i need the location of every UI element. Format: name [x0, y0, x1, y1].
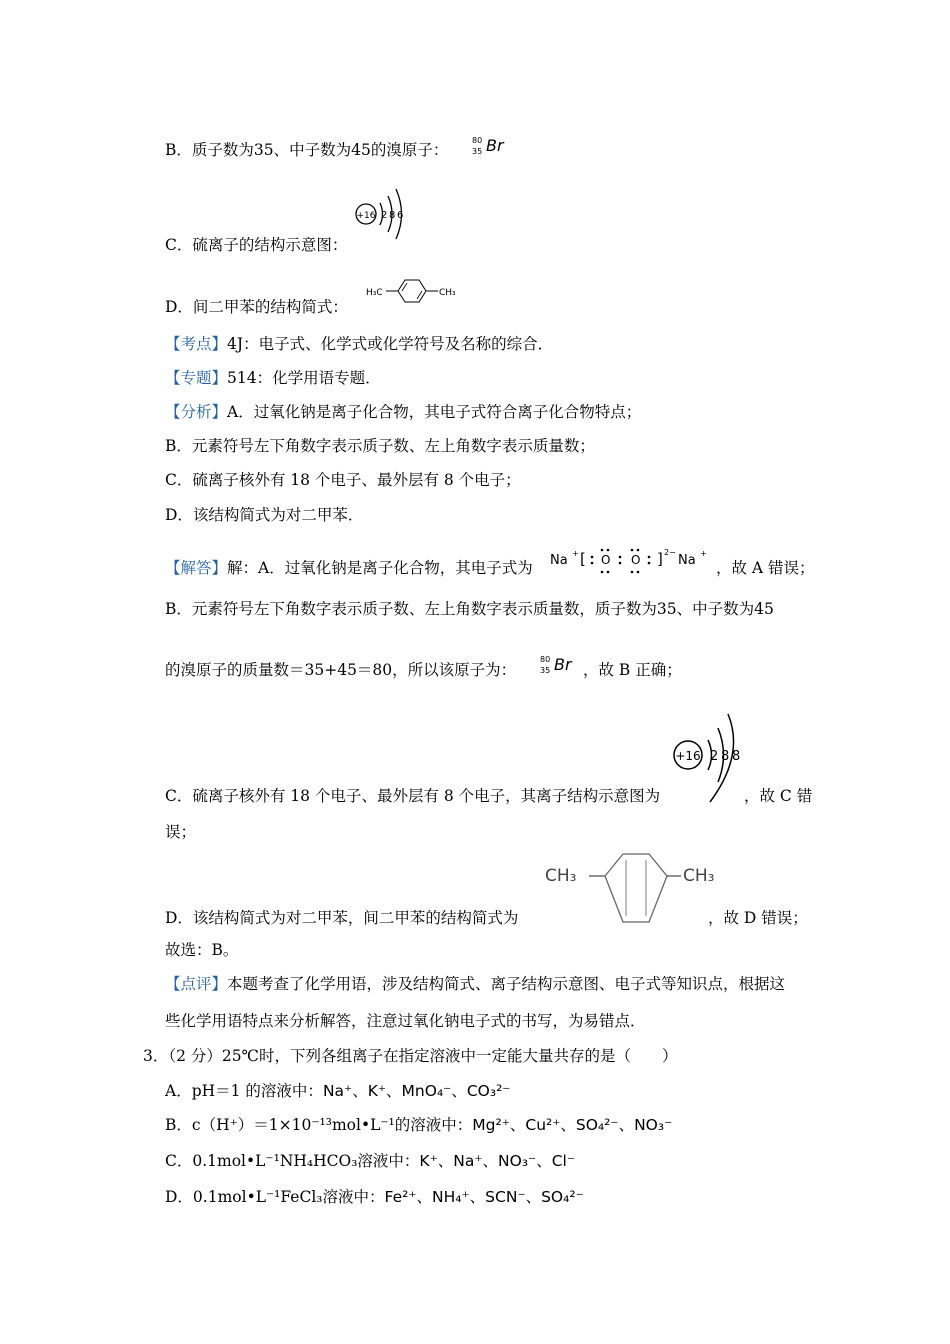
para-xylene-structure-small: [366, 277, 466, 307]
final-answer: 故选：B。: [165, 941, 239, 959]
sulfur-ion-diagram-wrong: [352, 185, 412, 245]
jieda-a-conclusion: ，故 A 错误；: [716, 559, 815, 577]
option-d-text: D．间二甲苯的结构简式：: [165, 298, 348, 316]
jieda-c-conclusion: ，故 C 错: [744, 787, 813, 805]
jieda-line-a: 【解答】解：A．过氧化钠是离子化合物，其电子式为: [165, 559, 533, 577]
svg-text:Br: Br: [554, 655, 572, 674]
nucleus-charge: +16: [675, 749, 701, 763]
h3c-label: H₃C: [366, 288, 383, 298]
fenxi-line-a: 【分析】A．过氧化钠是离子化合物，其电子式符合离子化合物特点；: [165, 403, 642, 421]
svg-text:[: [: [580, 550, 586, 568]
dianping-tag: 【点评】: [165, 975, 228, 993]
jieda-d-conclusion: ，故 D 错误；: [708, 909, 808, 927]
jieda-line-b1: B．元素符号左下角数字表示质子数、左上角数字表示质量数，质子数为35、中子数为45: [165, 600, 774, 618]
ch3-right-label: CH₃: [683, 866, 715, 886]
option-b-text: B．质子数为35、中子数为45的溴原子：: [165, 141, 449, 159]
question-3-option-c: C．0.1mol•L⁻¹NH₄HCO₃溶液中：K⁺、Na⁺、NO₃⁻、Cl⁻: [165, 1152, 576, 1170]
bromine-isotope-symbol-answer: [538, 652, 588, 678]
jieda-line-c-cont: 误；: [165, 823, 197, 841]
jieda-line-b2: 的溴原子的质量数＝35+45＝80，所以该原子为：: [165, 661, 517, 679]
dianping-line-1: 【点评】本题考查了化学用语，涉及结构简式、离子结构示意图、电子式等知识点，根据这: [165, 975, 786, 993]
dianping-line-2: 些化学用语特点来分析解答，注意过氧化钠电子式的书写，为易错点．: [165, 1012, 646, 1030]
shell-3-count: 8: [732, 749, 741, 764]
kaodian-tag: 【考点】: [165, 335, 228, 353]
question-3-option-a: A．pH＝1 的溶液中：Na⁺、K⁺、MnO₄⁻、CO₃²⁻: [165, 1082, 511, 1100]
shell-3-count: 6: [397, 210, 404, 221]
ch3-left-label: CH₃: [545, 866, 577, 886]
zhuanti-tag: 【专题】: [165, 369, 228, 387]
zhuanti-line: 【专题】514：化学用语专题．: [165, 369, 381, 387]
br-symbol: Br: [486, 136, 504, 155]
fenxi-line-c: C．硫离子核外有 18 个电子、最外层有 8 个电子；: [165, 471, 521, 489]
nucleus-charge: +16: [356, 211, 376, 221]
svg-text:80: 80: [540, 655, 551, 664]
question-3-option-d: D．0.1mol•L⁻¹FeCl₃溶液中：Fe²⁺、NH₄⁺、SCN⁻、SO₄²⁻: [165, 1188, 584, 1206]
sodium-peroxide-electron-formula: [550, 545, 715, 577]
br-mass-number: 80: [472, 136, 483, 145]
shell-1-count: 2: [710, 749, 719, 764]
bromine-isotope-symbol: [470, 133, 520, 159]
fenxi-tag: 【分析】: [165, 403, 228, 421]
na-right: Na: [678, 553, 696, 568]
oxygen-1: O: [601, 553, 611, 567]
fenxi-line-d: D．该结构简式为对二甲苯．: [165, 506, 364, 524]
fenxi-line-b: B．元素符号左下角数字表示质子数、左上角数字表示质量数；: [165, 437, 595, 455]
sulfur-ion-diagram-correct: [670, 708, 755, 803]
jieda-line-c: C．硫离子核外有 18 个电子、最外层有 8 个电子，其离子结构示意图为: [165, 787, 661, 805]
question-3-option-b: B．c（H⁺）＝1×10⁻¹³mol•L⁻¹的溶液中：Mg²⁺、Cu²⁺、SO₄²⁻、NO₃⁻: [165, 1116, 673, 1134]
svg-text:2−: 2−: [664, 548, 676, 557]
br-proton-number: 35: [472, 147, 483, 156]
para-xylene-structure-large: [545, 850, 715, 930]
svg-text:+: +: [572, 549, 579, 558]
shell-2-count: 8: [389, 210, 396, 221]
shell-1-count: 2: [381, 210, 388, 221]
jieda-b-conclusion: ，故 B 正确；: [583, 661, 682, 679]
na-left: Na: [550, 553, 568, 568]
svg-text:]: ]: [657, 550, 663, 568]
svg-text:35: 35: [540, 666, 551, 675]
jieda-line-d: D．该结构简式为对二甲苯，间二甲苯的结构简式为: [165, 909, 519, 927]
question-3-stem: 3．（2 分）25℃时，下列各组离子在指定溶液中一定能大量共存的是（ ）: [143, 1047, 678, 1065]
jieda-tag: 【解答】: [165, 559, 228, 577]
shell-2-count: 8: [721, 749, 730, 764]
ch3-label: CH₃: [439, 288, 456, 298]
svg-text:+: +: [700, 549, 707, 558]
oxygen-2: O: [631, 553, 641, 567]
option-c-text: C．硫离子的结构示意图：: [165, 236, 348, 254]
kaodian-line: 【考点】4J：电子式、化学式或化学符号及名称的综合．: [165, 335, 554, 353]
